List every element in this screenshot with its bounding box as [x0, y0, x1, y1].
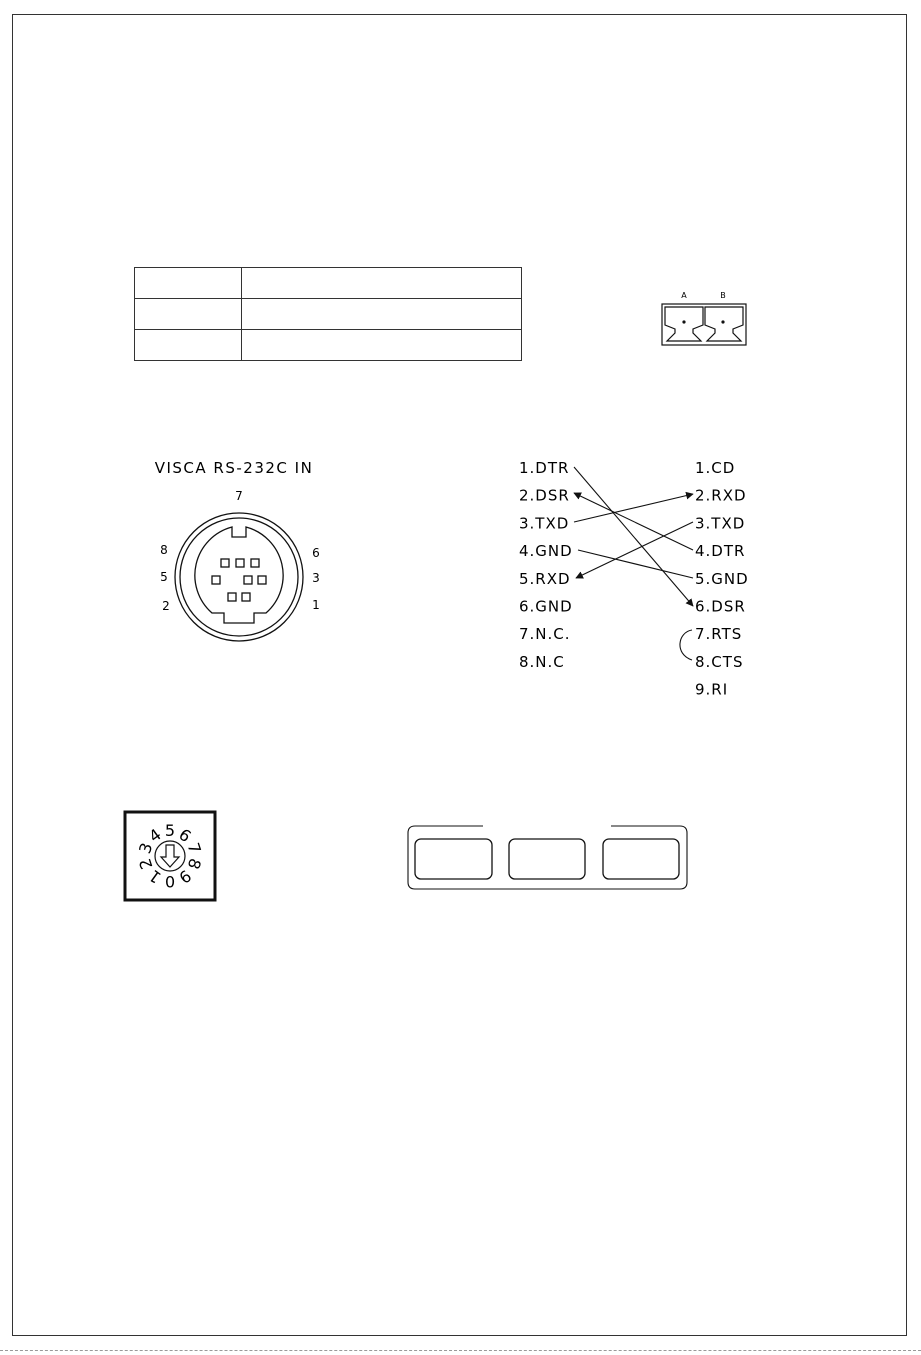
wire-gnd-to-gnd [578, 550, 693, 578]
rotary-digit: 0 [164, 872, 176, 891]
right-pin-label: 7.RTS [695, 625, 743, 644]
table-cell [242, 330, 522, 361]
rotary-digit: 2 [135, 856, 157, 872]
visca-title: VISCA RS-232C IN [154, 459, 314, 477]
right-pin-label: 3.TXD [695, 514, 746, 533]
table-row [135, 299, 522, 330]
terminal-slot-b [705, 307, 743, 341]
empty-table [134, 267, 522, 361]
wire-dtr-to-dsr [574, 467, 693, 606]
terminal-slot-a [665, 307, 703, 341]
arrow-down-icon [161, 845, 179, 867]
terminal-label-a: A [681, 291, 687, 300]
connector-socket [195, 527, 283, 623]
left-pin-label: 7.N.C. [519, 625, 571, 644]
pin-label-2: 2 [162, 599, 170, 613]
rotary-digit: 9 [175, 865, 195, 888]
rotary-digit: 5 [164, 821, 176, 840]
left-pin-label: 4.GND [519, 542, 573, 561]
table-cell [135, 330, 242, 361]
wire-txd-to-rxd-back [576, 522, 693, 578]
rotary-digit: 4 [145, 824, 165, 847]
rotary-digit: 3 [135, 840, 157, 856]
wire-dtr-to-dsr-back [574, 493, 693, 550]
left-pin-label: 6.GND [519, 597, 573, 616]
connector-outer-ring [175, 513, 303, 641]
pin-label-8: 8 [160, 543, 168, 557]
panel-window-2 [509, 839, 585, 879]
right-pin-label: 2.RXD [695, 486, 747, 505]
connector-inner-ring [180, 518, 298, 636]
rotary-digit: 7 [183, 840, 205, 856]
table-cell [242, 268, 522, 299]
table-cell [242, 299, 522, 330]
right-pin-label: 4.DTR [695, 542, 746, 561]
left-pin-label: 1.DTR [519, 459, 570, 477]
right-pin-label: 5.GND [695, 569, 749, 588]
right-pin-label: 8.CTS [695, 652, 744, 671]
pin-label-3: 3 [312, 571, 320, 585]
panel-window-1 [415, 839, 492, 879]
rotary-digit: 1 [145, 865, 165, 888]
table-row [135, 268, 522, 299]
terminal-label-b: B [720, 291, 726, 300]
wire-rts-cts-loop [680, 630, 692, 660]
right-pin-label: 6.DSR [695, 597, 746, 616]
rotary-digit: 6 [175, 824, 195, 847]
right-pin-label: 1.CD [695, 459, 736, 477]
table-row [135, 330, 522, 361]
wiring-diagram [500, 450, 780, 705]
rotary-digit: 8 [183, 856, 205, 872]
panel-windows-diagram [405, 822, 690, 892]
right-pin-label: 9.RI [695, 680, 729, 699]
connector-pins [212, 559, 266, 601]
table-cell [135, 299, 242, 330]
terminal-housing [662, 304, 746, 345]
rotary-switch-diagram [123, 810, 218, 905]
panel-window-3 [603, 839, 679, 879]
visca-connector-diagram [140, 455, 340, 675]
pin-label-6: 6 [312, 546, 320, 560]
left-pin-label: 5.RXD [519, 569, 571, 588]
left-pin-label: 3.TXD [519, 514, 570, 533]
table-cell [135, 268, 242, 299]
left-pin-label: 8.N.C [519, 652, 565, 671]
pin-label-7: 7 [235, 489, 243, 503]
wire-txd-to-rxd [574, 494, 693, 522]
page-cut-line [0, 1350, 921, 1351]
pin-label-5: 5 [160, 570, 168, 584]
pin-label-1: 1 [312, 598, 320, 612]
terminal-block-diagram [655, 285, 755, 350]
left-pin-label: 2.DSR [519, 486, 570, 505]
